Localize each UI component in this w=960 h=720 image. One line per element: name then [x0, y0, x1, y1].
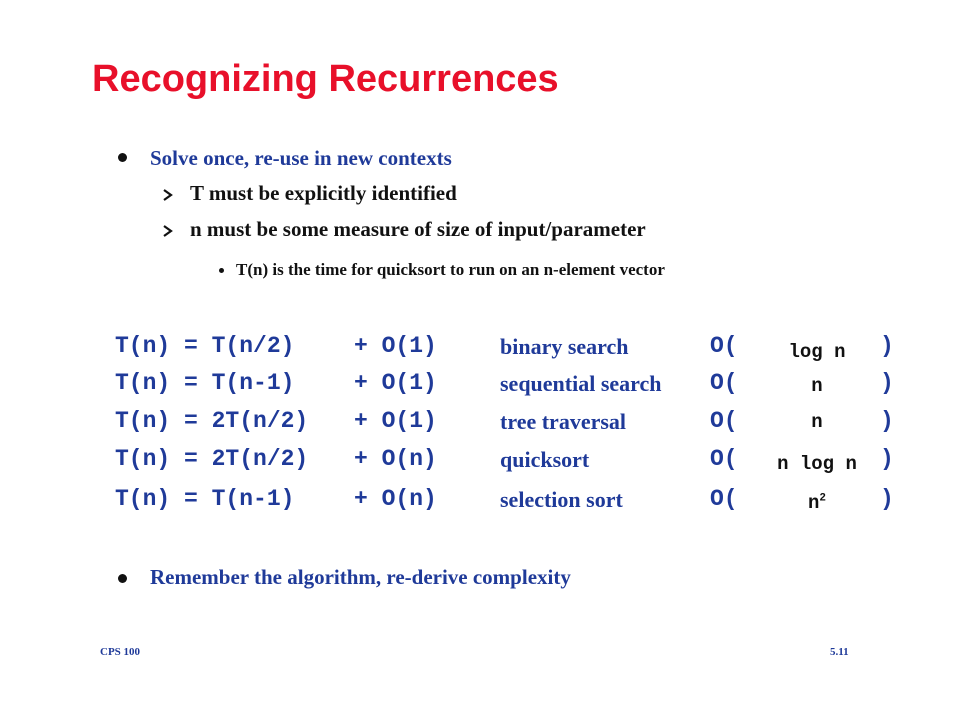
algorithm-name: selection sort [500, 487, 623, 512]
big-o-open: O( [710, 370, 738, 396]
big-o-close: ) [880, 486, 894, 512]
bullet-dot [118, 153, 127, 162]
recurrence-lhs: T(n) = T(n/2) [115, 333, 295, 359]
recurrence-term: + O(1) [354, 408, 437, 434]
recurrence-lhs: T(n) = 2T(n/2) [115, 446, 309, 472]
complexity-answer-exponent: 2 [819, 492, 826, 505]
slide-title: Recognizing Recurrences [92, 58, 559, 100]
recurrence-term: + O(1) [354, 370, 437, 396]
complexity-answer: n [811, 375, 823, 397]
big-o-close: ) [880, 370, 894, 396]
bullet-remember-algorithm: Remember the algorithm, re-derive complexity [150, 565, 571, 589]
footer-course: CPS 100 [100, 646, 141, 658]
bullet-solve-once: Solve once, re-use in new contexts [150, 146, 452, 170]
bullet-dot [118, 574, 127, 583]
big-o-open: O( [710, 333, 738, 359]
algorithm-name: quicksort [500, 447, 590, 472]
arrowhead-bullet-icon [162, 188, 174, 202]
complexity-answer-base: n [807, 492, 820, 514]
bullet-t-identified: T must be explicitly identified [190, 181, 457, 205]
big-o-open: O( [710, 446, 738, 472]
complexity-answer: n [811, 411, 823, 433]
arrowhead-bullet-icon [162, 224, 174, 238]
algorithm-name: tree traversal [500, 409, 627, 434]
recurrence-lhs: T(n) = 2T(n/2) [115, 408, 309, 434]
complexity-answer: log n [788, 341, 846, 363]
complexity-answer: n log n [777, 453, 857, 475]
sub-bullet-dot [219, 268, 224, 273]
big-o-open: O( [710, 486, 738, 512]
bullet-quicksort-time: T(n) is the time for quicksort to run on an n-element vector [236, 260, 665, 279]
bullet-n-measure: n must be some measure of size of input/parameter [190, 217, 646, 241]
big-o-open: O( [710, 408, 738, 434]
big-o-close: ) [880, 408, 894, 434]
recurrence-term: + O(n) [354, 486, 437, 512]
big-o-close: ) [880, 333, 894, 359]
recurrence-term: + O(1) [354, 333, 437, 359]
recurrence-lhs: T(n) = T(n-1) [115, 486, 295, 512]
recurrence-lhs: T(n) = T(n-1) [115, 370, 295, 396]
recurrence-term: + O(n) [354, 446, 437, 472]
footer-slide-number: 5.11 [830, 646, 849, 658]
big-o-close: ) [880, 446, 894, 472]
algorithm-name: binary search [500, 334, 629, 359]
complexity-answer [765, 492, 869, 514]
algorithm-name: sequential search [500, 371, 662, 396]
